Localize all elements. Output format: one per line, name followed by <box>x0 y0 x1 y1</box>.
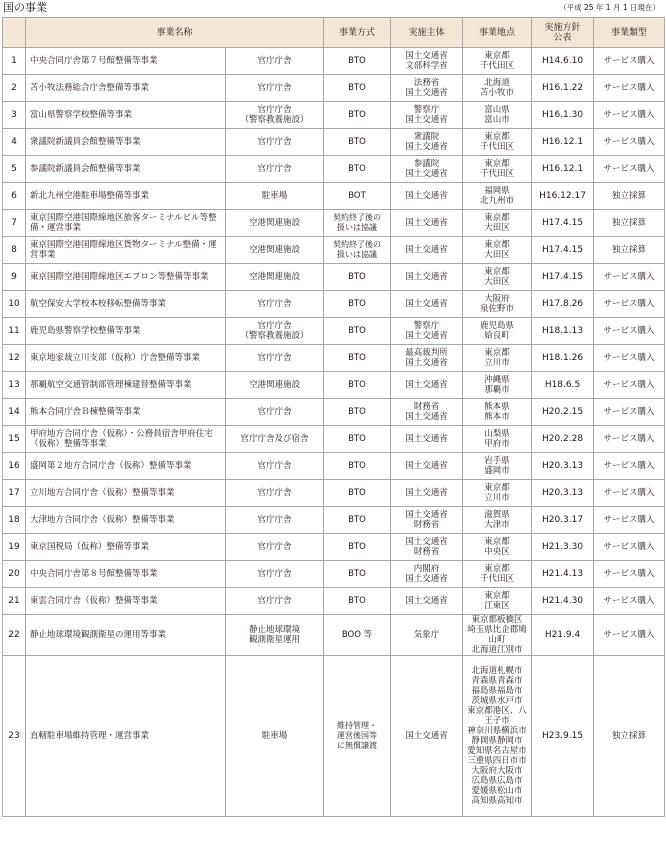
project-method: BTO <box>324 291 391 318</box>
project-type: サービス購入 <box>594 615 665 656</box>
table-row <box>3 453 665 480</box>
page-title: 国の事業 <box>3 1 47 14</box>
project-type: 独立採算 <box>594 656 665 817</box>
table-row <box>3 156 665 183</box>
table-row <box>3 615 665 656</box>
policy-date: H20.3.13 <box>532 480 594 507</box>
project-location: 東京都 大田区 <box>463 237 532 264</box>
project-location: 東京都 大田区 <box>463 264 532 291</box>
implementing-entity: 参議院 国土交通省 <box>391 156 463 183</box>
implementing-entity: 国土交通省 文部科学省 <box>391 48 463 75</box>
row-number: 8 <box>3 237 26 264</box>
row-number: 22 <box>3 615 26 656</box>
policy-date: H20.3.13 <box>532 453 594 480</box>
table-row <box>3 75 665 102</box>
table-row <box>3 372 665 399</box>
facility-type: 官庁庁舎 <box>226 453 324 480</box>
facility-type: 官庁庁舎 <box>226 345 324 372</box>
policy-date: H21.4.13 <box>532 561 594 588</box>
policy-date: H20.3.17 <box>532 507 594 534</box>
project-location: 東京都 千代田区 <box>463 48 532 75</box>
header-location: 事業地点 <box>463 18 532 48</box>
policy-date: H18.1.26 <box>532 345 594 372</box>
table-row <box>3 210 665 237</box>
project-method: BTO <box>324 48 391 75</box>
project-location: 東京都板橋区 埼玉県比企郡鳩山町 北海道江別市 <box>463 615 532 656</box>
project-location: 熊本県 熊本市 <box>463 399 532 426</box>
project-location: 東京都 千代田区 <box>463 561 532 588</box>
policy-date: H20.2.15 <box>532 399 594 426</box>
facility-type: 官庁庁舎 <box>226 507 324 534</box>
project-location: 沖縄県 那覇市 <box>463 372 532 399</box>
project-name: 航空保安大学校本校移転整備等事業 <box>26 291 226 318</box>
row-number: 16 <box>3 453 26 480</box>
table-row <box>3 656 665 817</box>
project-name: 中央合同庁舎第８号館整備等事業 <box>26 561 226 588</box>
project-method: BTO <box>324 507 391 534</box>
project-method: BTO <box>324 561 391 588</box>
row-number: 20 <box>3 561 26 588</box>
project-name: 盛岡第２地方合同庁舎（仮称）整備等事業 <box>26 453 226 480</box>
project-type: サービス購入 <box>594 480 665 507</box>
project-type: 独立採算 <box>594 237 665 264</box>
implementing-entity: 国土交通省 財務省 <box>391 534 463 561</box>
facility-type: 空港関連施設 <box>226 237 324 264</box>
policy-date: H23.9.15 <box>532 656 594 817</box>
policy-date: H21.3.30 <box>532 534 594 561</box>
project-method: BTO <box>324 588 391 615</box>
project-type: サービス購入 <box>594 507 665 534</box>
implementing-entity: 国土交通省 <box>391 372 463 399</box>
header-method: 事業方式 <box>324 18 391 48</box>
project-type: サービス購入 <box>594 561 665 588</box>
project-method: 契約終了後の 扱いは協議 <box>324 237 391 264</box>
facility-type: 駐車場 <box>226 183 324 210</box>
project-name: 東京地家裁立川支部（仮称）庁舎整備等事業 <box>26 345 226 372</box>
row-number: 17 <box>3 480 26 507</box>
project-location: 鹿児島県 姶良町 <box>463 318 532 345</box>
facility-type: 空港関連施設 <box>226 210 324 237</box>
project-method: BOO 等 <box>324 615 391 656</box>
policy-date: H16.12.17 <box>532 183 594 210</box>
facility-type: 官庁庁舎 <box>226 480 324 507</box>
row-number: 2 <box>3 75 26 102</box>
implementing-entity: 警察庁 国土交通省 <box>391 318 463 345</box>
table-row <box>3 426 665 453</box>
table-row <box>3 561 665 588</box>
implementing-entity: 国土交通省 <box>391 264 463 291</box>
project-method: BTO <box>324 129 391 156</box>
project-method: BTO <box>324 318 391 345</box>
project-location: 福岡県 北九州市 <box>463 183 532 210</box>
header-no <box>3 18 26 48</box>
policy-date: H21.4.30 <box>532 588 594 615</box>
table-row <box>3 588 665 615</box>
policy-date: H20.2.28 <box>532 426 594 453</box>
implementing-entity: 国土交通省 <box>391 183 463 210</box>
project-location: 東京都 立川市 <box>463 345 532 372</box>
table-row <box>3 48 665 75</box>
implementing-entity: 国土交通省 <box>391 453 463 480</box>
row-number: 9 <box>3 264 26 291</box>
project-location: 東京都 千代田区 <box>463 156 532 183</box>
policy-date: H16.12.1 <box>532 156 594 183</box>
project-type: サービス購入 <box>594 453 665 480</box>
project-location: 大阪府 泉佐野市 <box>463 291 532 318</box>
project-name: 東京国際空港国際線地区エプロン等整備等事業 <box>26 264 226 291</box>
implementing-entity: 最高裁判所 国土交通省 <box>391 345 463 372</box>
facility-type: 官庁庁舎 <box>226 129 324 156</box>
policy-date: H17.8.26 <box>532 291 594 318</box>
project-name: 新北九州空港駐車場整備等事業 <box>26 183 226 210</box>
implementing-entity: 国土交通省 <box>391 588 463 615</box>
table-row <box>3 480 665 507</box>
row-number: 23 <box>3 656 26 817</box>
project-method: BTO <box>324 534 391 561</box>
project-method: BTO <box>324 372 391 399</box>
project-type: サービス購入 <box>594 102 665 129</box>
row-number: 6 <box>3 183 26 210</box>
project-method: BOT <box>324 183 391 210</box>
project-name: 中央合同庁舎第７号館整備等事業 <box>26 48 226 75</box>
implementing-entity: 警察庁 国土交通省 <box>391 102 463 129</box>
project-location: 東京都 立川市 <box>463 480 532 507</box>
project-method: 維持管理・ 運営後国等 に無償譲渡 <box>324 656 391 817</box>
facility-type: 官庁庁舎 <box>226 561 324 588</box>
policy-date: H14.6.10 <box>532 48 594 75</box>
row-number: 14 <box>3 399 26 426</box>
table-row <box>3 291 665 318</box>
header-type: 事業類型 <box>594 18 665 48</box>
facility-type: 官庁庁舎 <box>226 399 324 426</box>
row-number: 12 <box>3 345 26 372</box>
project-type: サービス購入 <box>594 426 665 453</box>
project-name: 那覇航空交通管制部管理棟建替整備等事業 <box>26 372 226 399</box>
project-name: 苫小牧法務総合庁舎整備等事業 <box>26 75 226 102</box>
implementing-entity: 国土交通省 <box>391 480 463 507</box>
row-number: 21 <box>3 588 26 615</box>
project-type: サービス購入 <box>594 399 665 426</box>
project-type: サービス購入 <box>594 75 665 102</box>
policy-date: H21.9.4 <box>532 615 594 656</box>
project-type: サービス購入 <box>594 129 665 156</box>
as-of-date: （平成 25 年 1 月 1 日現在） <box>559 3 660 12</box>
implementing-entity: 国土交通省 財務省 <box>391 507 463 534</box>
implementing-entity: 国土交通省 <box>391 426 463 453</box>
policy-date: H18.1.13 <box>532 318 594 345</box>
project-method: BTO <box>324 345 391 372</box>
table-row <box>3 102 665 129</box>
project-method: 契約終了後の 扱いは協議 <box>324 210 391 237</box>
implementing-entity: 国土交通省 <box>391 291 463 318</box>
project-type: 独立採算 <box>594 183 665 210</box>
facility-type: 駐車場 <box>226 656 324 817</box>
row-number: 4 <box>3 129 26 156</box>
project-type: サービス購入 <box>594 48 665 75</box>
policy-date: H16.1.22 <box>532 75 594 102</box>
facility-type: 官庁庁舎 <box>226 588 324 615</box>
table-row <box>3 318 665 345</box>
implementing-entity: 内閣府 国土交通省 <box>391 561 463 588</box>
implementing-entity: 衆議院 国土交通省 <box>391 129 463 156</box>
project-location: 滋賀県 大津市 <box>463 507 532 534</box>
project-type: サービス購入 <box>594 534 665 561</box>
row-number: 19 <box>3 534 26 561</box>
project-method: BTO <box>324 156 391 183</box>
table-header-row <box>3 18 665 48</box>
policy-date: H17.4.15 <box>532 264 594 291</box>
facility-type: 官庁庁舎 <box>226 534 324 561</box>
facility-type: 官庁庁舎 <box>226 291 324 318</box>
table-row <box>3 507 665 534</box>
facility-type: 官庁庁舎 （警察教養施設） <box>226 318 324 345</box>
implementing-entity: 国土交通省 <box>391 237 463 264</box>
row-number: 1 <box>3 48 26 75</box>
project-name: 東京国際空港国際線地区旅客ターミナルビル等整備・運営事業 <box>26 210 226 237</box>
row-number: 18 <box>3 507 26 534</box>
project-method: BTO <box>324 453 391 480</box>
project-type: サービス購入 <box>594 372 665 399</box>
project-name: 鹿児島県警察学校整備等事業 <box>26 318 226 345</box>
project-name: 大津地方合同庁舎（仮称）整備等事業 <box>26 507 226 534</box>
project-name: 立川地方合同庁舎（仮称）整備等事業 <box>26 480 226 507</box>
facility-type: 官庁庁舎 <box>226 75 324 102</box>
facility-type: 静止地球環境 観測衛星運用 <box>226 615 324 656</box>
project-type: サービス購入 <box>594 291 665 318</box>
table-row <box>3 399 665 426</box>
project-name: 静止地球環境観測衛星の運用等事業 <box>26 615 226 656</box>
table-row <box>3 237 665 264</box>
project-method: BTO <box>324 399 391 426</box>
project-type: サービス購入 <box>594 588 665 615</box>
project-method: BTO <box>324 102 391 129</box>
facility-type: 官庁庁舎 <box>226 156 324 183</box>
facility-type: 官庁庁舎 <box>226 48 324 75</box>
project-location: 東京都 千代田区 <box>463 129 532 156</box>
project-method: BTO <box>324 75 391 102</box>
table-row <box>3 534 665 561</box>
facility-type: 空港関連施設 <box>226 264 324 291</box>
table-row <box>3 183 665 210</box>
table-row <box>3 129 665 156</box>
project-type: サービス購入 <box>594 318 665 345</box>
project-name: 熊本合同庁舎Ｂ棟整備等事業 <box>26 399 226 426</box>
project-location: 山梨県 甲府市 <box>463 426 532 453</box>
project-location: 東京都 中央区 <box>463 534 532 561</box>
facility-type: 官庁庁舎 （警察教養施設） <box>226 102 324 129</box>
facility-type: 官庁庁舎及び宿舎 <box>226 426 324 453</box>
policy-date: H16.1.30 <box>532 102 594 129</box>
project-name: 富山県警察学校整備等事業 <box>26 102 226 129</box>
project-name: 甲府地方合同庁舎（仮称）・公務員宿舎甲府住宅（仮称）整備等事業 <box>26 426 226 453</box>
header-name: 事業名称 <box>26 18 324 48</box>
project-name: 東雲合同庁舎（仮称）整備等事業 <box>26 588 226 615</box>
table-row <box>3 264 665 291</box>
row-number: 5 <box>3 156 26 183</box>
project-name: 参議院新議員会館整備等事業 <box>26 156 226 183</box>
project-name: 直轄駐車場維持管理・運営事業 <box>26 656 226 817</box>
policy-date: H18.6.5 <box>532 372 594 399</box>
policy-date: H17.4.15 <box>532 237 594 264</box>
project-name: 東京国際空港国際線地区貨物ターミナル整備・運営事業 <box>26 237 226 264</box>
project-location: 北海道 苫小牧市 <box>463 75 532 102</box>
row-number: 15 <box>3 426 26 453</box>
row-number: 13 <box>3 372 26 399</box>
policy-date: H16.12.1 <box>532 129 594 156</box>
project-location: 富山県 富山市 <box>463 102 532 129</box>
implementing-entity: 財務省 国土交通省 <box>391 399 463 426</box>
implementing-entity: 気象庁 <box>391 615 463 656</box>
header-date: 実施方針 公表 <box>532 18 594 48</box>
project-type: 独立採算 <box>594 210 665 237</box>
project-location: 東京都 江東区 <box>463 588 532 615</box>
project-name: 衆議院新議員会館整備等事業 <box>26 129 226 156</box>
row-number: 10 <box>3 291 26 318</box>
facility-type: 空港関連施設 <box>226 372 324 399</box>
row-number: 7 <box>3 210 26 237</box>
header-entity: 実施主体 <box>391 18 463 48</box>
project-location: 北海道札幌市 青森県青森市 福島県福島市 茨城県水戸市 東京都港区、八王子市 神奈川県横浜市 静岡県静岡市 愛知県名古屋市 三重県四日市市 大阪府大阪市 広島県広島市 愛媛県松山市 高知県高知市 <box>463 656 532 817</box>
row-number: 3 <box>3 102 26 129</box>
project-location: 岩手県 盛岡市 <box>463 453 532 480</box>
implementing-entity: 法務省 国土交通省 <box>391 75 463 102</box>
project-method: BTO <box>324 264 391 291</box>
project-method: BTO <box>324 426 391 453</box>
implementing-entity: 国土交通省 <box>391 210 463 237</box>
project-type: サービス購入 <box>594 264 665 291</box>
project-type: サービス購入 <box>594 345 665 372</box>
implementing-entity: 国土交通省 <box>391 656 463 817</box>
project-method: BTO <box>324 480 391 507</box>
projects-table <box>2 17 665 817</box>
project-location: 東京都 大田区 <box>463 210 532 237</box>
table-row <box>3 345 665 372</box>
row-number: 11 <box>3 318 26 345</box>
policy-date: H17.4.15 <box>532 210 594 237</box>
project-type: サービス購入 <box>594 156 665 183</box>
project-name: 東京国税局（仮称）整備等事業 <box>26 534 226 561</box>
